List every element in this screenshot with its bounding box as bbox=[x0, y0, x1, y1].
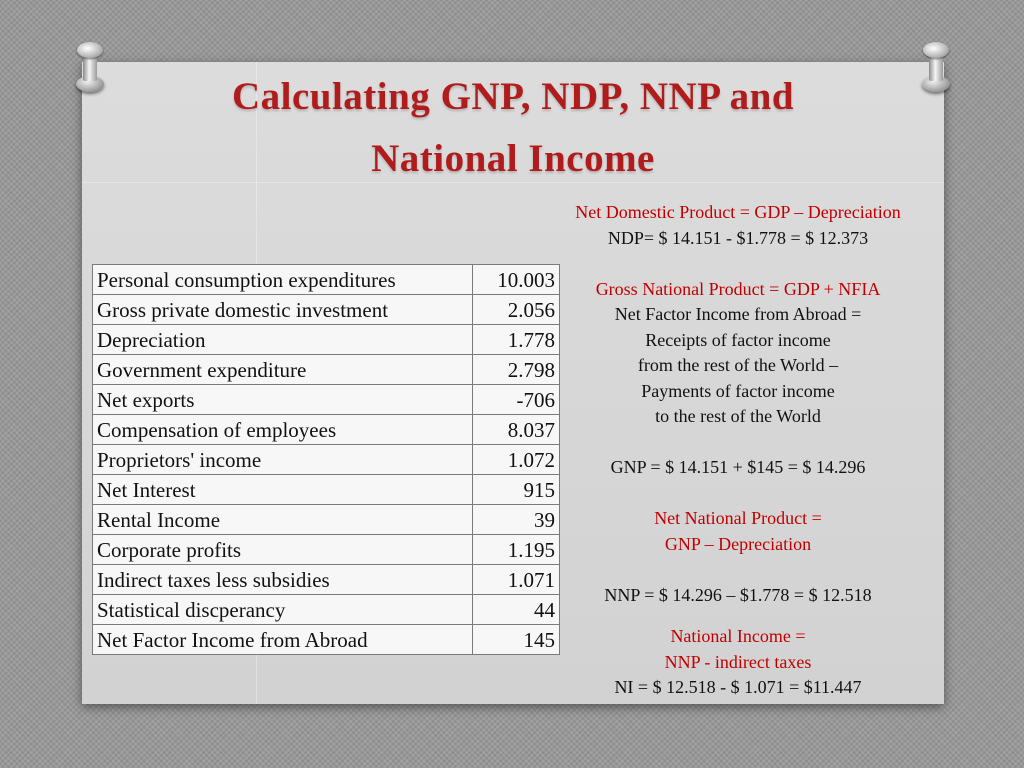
row-value: 915 bbox=[473, 475, 560, 505]
row-value: 1.071 bbox=[473, 565, 560, 595]
row-value: 2.056 bbox=[473, 295, 560, 325]
table-row bbox=[93, 325, 560, 355]
row-label: Corporate profits bbox=[93, 535, 473, 565]
table-row bbox=[93, 595, 560, 625]
income-accounts-table bbox=[92, 264, 560, 655]
title-line-1: Calculating GNP, NDP, NNP and bbox=[231, 75, 795, 118]
row-value: 1.778 bbox=[473, 325, 560, 355]
row-label: Proprietors' income bbox=[93, 445, 473, 475]
row-label: Net Interest bbox=[93, 475, 473, 505]
table-row bbox=[93, 475, 560, 505]
row-value: 1.195 bbox=[473, 535, 560, 565]
ni-calculation: NI = $ 12.518 - $ 1.071 = $11.447 bbox=[614, 677, 862, 697]
ndp-calculation: NDP= $ 14.151 - $1.778 = $ 12.373 bbox=[607, 227, 869, 248]
nfia-line-5: to the rest of the World bbox=[655, 406, 821, 426]
ni-definition-1: National Income = bbox=[670, 626, 806, 646]
formulas-panel bbox=[566, 200, 910, 701]
nnp-calculation: NNP = $ 14.296 – $1.778 = $ 12.518 bbox=[604, 584, 872, 605]
table-row bbox=[93, 565, 560, 595]
page-title bbox=[82, 66, 944, 190]
title-line-2: National Income bbox=[371, 137, 655, 180]
nfia-line-3: from the rest of the World – bbox=[637, 355, 839, 375]
table-row bbox=[93, 355, 560, 385]
row-label: Statistical discperancy bbox=[93, 595, 473, 625]
row-value: 8.037 bbox=[473, 415, 560, 445]
nnp-definition-2: GNP – Depreciation bbox=[664, 533, 812, 554]
table-row bbox=[93, 445, 560, 475]
table-row bbox=[93, 505, 560, 535]
row-value: 1.072 bbox=[473, 445, 560, 475]
ni-definition-2: NNP - indirect taxes bbox=[664, 651, 812, 672]
table-row bbox=[93, 415, 560, 445]
row-label: Net Factor Income from Abroad bbox=[93, 625, 473, 655]
row-label: Personal consumption expenditures bbox=[93, 265, 473, 295]
nfia-line-4: Payments of factor income bbox=[641, 380, 835, 401]
gnp-calculation: GNP = $ 14.151 + $145 = $ 14.296 bbox=[610, 457, 866, 477]
row-label: Government expenditure bbox=[93, 355, 473, 385]
table-row bbox=[93, 265, 560, 295]
ndp-definition: Net Domestic Product = GDP – Depreciation bbox=[575, 202, 901, 222]
row-label: Rental Income bbox=[93, 505, 473, 535]
table-row bbox=[93, 295, 560, 325]
row-label: Compensation of employees bbox=[93, 415, 473, 445]
table-row bbox=[93, 385, 560, 415]
table-row bbox=[93, 535, 560, 565]
row-value: 2.798 bbox=[473, 355, 560, 385]
table-row bbox=[93, 625, 560, 655]
row-label: Indirect taxes less subsidies bbox=[93, 565, 473, 595]
row-label: Depreciation bbox=[93, 325, 473, 355]
nfia-line-1: Net Factor Income from Abroad = bbox=[614, 304, 862, 324]
nfia-line-2: Receipts of factor income bbox=[645, 329, 831, 350]
row-label: Gross private domestic investment bbox=[93, 295, 473, 325]
row-label: Net exports bbox=[93, 385, 473, 415]
gnp-definition: Gross National Product = GDP + NFIA bbox=[595, 278, 881, 299]
row-value: 145 bbox=[473, 625, 560, 655]
row-value: 10.003 bbox=[473, 265, 560, 295]
nnp-definition-1: Net National Product = bbox=[654, 508, 822, 528]
row-value: -706 bbox=[473, 385, 560, 415]
row-value: 44 bbox=[473, 595, 560, 625]
row-value: 39 bbox=[473, 505, 560, 535]
